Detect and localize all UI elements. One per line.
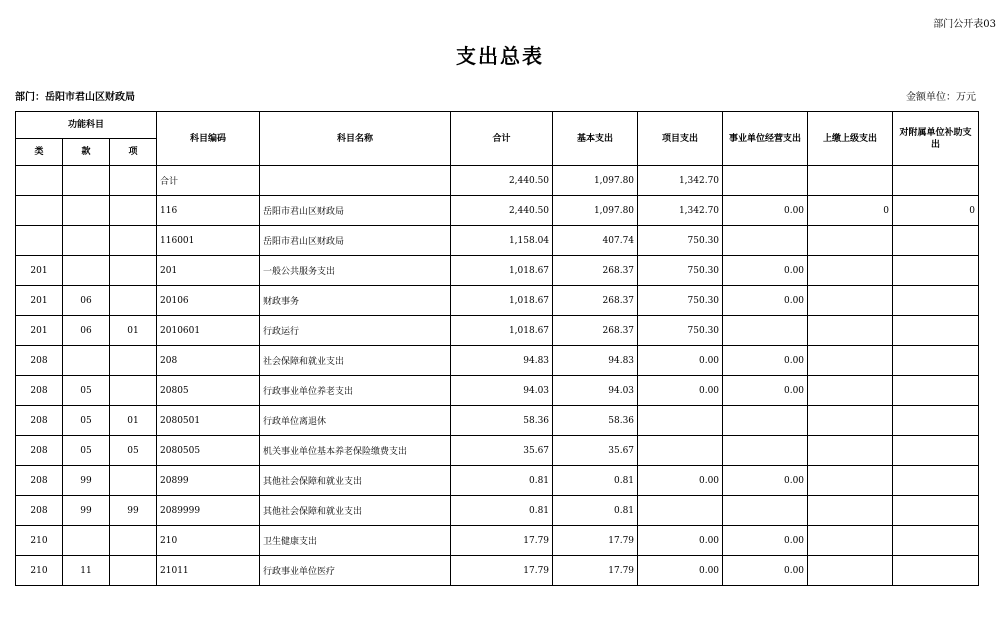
cell-project-expense xyxy=(638,496,723,526)
header-affiliate-subsidy: 对附属单位补助支出 xyxy=(893,112,979,166)
cell-business-expense: 0.00 xyxy=(723,196,808,226)
cell-xiang xyxy=(110,376,157,406)
cell-total: 58.36 xyxy=(451,406,553,436)
cell-subject-code: 2080505 xyxy=(157,436,260,466)
cell-business-expense: 0.00 xyxy=(723,346,808,376)
cell-total: 1,018.67 xyxy=(451,256,553,286)
cell-business-expense: 0.00 xyxy=(723,286,808,316)
header-business-expense: 事业单位经营支出 xyxy=(723,112,808,166)
cell-business-expense: 0.00 xyxy=(723,556,808,586)
cell-total: 17.79 xyxy=(451,526,553,556)
cell-project-expense: 0.00 xyxy=(638,526,723,556)
cell-upper-remit xyxy=(808,256,893,286)
cell-upper-remit xyxy=(808,526,893,556)
cell-lei: 210 xyxy=(16,556,63,586)
cell-lei xyxy=(16,166,63,196)
cell-kuan: 05 xyxy=(63,376,110,406)
cell-lei: 208 xyxy=(16,346,63,376)
cell-subject-code: 116001 xyxy=(157,226,260,256)
cell-basic-expense: 17.79 xyxy=(553,526,638,556)
cell-subject-code: 201 xyxy=(157,256,260,286)
cell-business-expense: 0.00 xyxy=(723,466,808,496)
cell-lei: 201 xyxy=(16,256,63,286)
cell-business-expense xyxy=(723,496,808,526)
header-basic-expense: 基本支出 xyxy=(553,112,638,166)
department-label: 部门：岳阳市君山区财政局 xyxy=(15,92,135,103)
cell-xiang xyxy=(110,286,157,316)
cell-subject-name: 卫生健康支出 xyxy=(260,526,451,556)
cell-project-expense: 750.30 xyxy=(638,226,723,256)
cell-business-expense xyxy=(723,406,808,436)
cell-kuan: 99 xyxy=(63,496,110,526)
cell-basic-expense: 268.37 xyxy=(553,316,638,346)
cell-subject-name: 行政运行 xyxy=(260,316,451,346)
cell-basic-expense: 0.81 xyxy=(553,466,638,496)
cell-basic-expense: 35.67 xyxy=(553,436,638,466)
table-body xyxy=(16,166,979,586)
table-row xyxy=(16,376,979,406)
cell-total: 1,018.67 xyxy=(451,316,553,346)
cell-upper-remit xyxy=(808,466,893,496)
cell-subject-code: 2010601 xyxy=(157,316,260,346)
cell-total: 2,440.50 xyxy=(451,166,553,196)
cell-xiang: 05 xyxy=(110,436,157,466)
cell-affiliate-subsidy xyxy=(893,166,979,196)
cell-subject-name: 岳阳市君山区财政局 xyxy=(260,196,451,226)
cell-project-expense: 750.30 xyxy=(638,316,723,346)
cell-subject-code: 210 xyxy=(157,526,260,556)
cell-kuan xyxy=(63,166,110,196)
cell-kuan: 06 xyxy=(63,286,110,316)
cell-upper-remit xyxy=(808,346,893,376)
cell-basic-expense: 268.37 xyxy=(553,256,638,286)
cell-xiang: 01 xyxy=(110,316,157,346)
cell-basic-expense: 0.81 xyxy=(553,496,638,526)
cell-subject-name: 其他社会保障和就业支出 xyxy=(260,496,451,526)
header-function-subject: 功能科目 xyxy=(16,112,157,139)
cell-subject-code: 208 xyxy=(157,346,260,376)
table-row xyxy=(16,526,979,556)
cell-subject-name: 机关事业单位基本养老保险缴费支出 xyxy=(260,436,451,466)
cell-upper-remit xyxy=(808,496,893,526)
cell-lei: 210 xyxy=(16,526,63,556)
header-lei: 类 xyxy=(16,139,63,166)
cell-subject-code: 20805 xyxy=(157,376,260,406)
cell-affiliate-subsidy xyxy=(893,556,979,586)
cell-basic-expense: 1,097.80 xyxy=(553,196,638,226)
cell-basic-expense: 1,097.80 xyxy=(553,166,638,196)
cell-kuan xyxy=(63,196,110,226)
cell-xiang xyxy=(110,226,157,256)
table-row xyxy=(16,556,979,586)
cell-project-expense: 0.00 xyxy=(638,346,723,376)
cell-subject-name: 行政事业单位医疗 xyxy=(260,556,451,586)
cell-subject-code: 20106 xyxy=(157,286,260,316)
cell-affiliate-subsidy xyxy=(893,496,979,526)
cell-kuan: 05 xyxy=(63,406,110,436)
cell-business-expense xyxy=(723,166,808,196)
cell-project-expense: 750.30 xyxy=(638,286,723,316)
cell-subject-code: 20899 xyxy=(157,466,260,496)
cell-affiliate-subsidy xyxy=(893,286,979,316)
cell-kuan: 11 xyxy=(63,556,110,586)
cell-basic-expense: 268.37 xyxy=(553,286,638,316)
cell-lei xyxy=(16,196,63,226)
cell-affiliate-subsidy xyxy=(893,226,979,256)
table-row xyxy=(16,226,979,256)
cell-affiliate-subsidy xyxy=(893,346,979,376)
cell-xiang xyxy=(110,346,157,376)
table-row xyxy=(16,316,979,346)
cell-kuan: 99 xyxy=(63,466,110,496)
cell-project-expense: 750.30 xyxy=(638,256,723,286)
cell-subject-code: 2089999 xyxy=(157,496,260,526)
cell-basic-expense: 94.03 xyxy=(553,376,638,406)
form-code: 部门公开表03 xyxy=(933,19,996,30)
cell-total: 0.81 xyxy=(451,496,553,526)
header-subject-name: 科目名称 xyxy=(260,112,451,166)
cell-total: 1,018.67 xyxy=(451,286,553,316)
cell-lei: 201 xyxy=(16,286,63,316)
cell-kuan xyxy=(63,346,110,376)
table-row xyxy=(16,436,979,466)
cell-xiang xyxy=(110,556,157,586)
cell-xiang: 01 xyxy=(110,406,157,436)
cell-total: 35.67 xyxy=(451,436,553,466)
cell-kuan: 05 xyxy=(63,436,110,466)
cell-xiang xyxy=(110,466,157,496)
cell-subject-name: 行政单位离退休 xyxy=(260,406,451,436)
cell-basic-expense: 58.36 xyxy=(553,406,638,436)
cell-upper-remit xyxy=(808,436,893,466)
table-row xyxy=(16,196,979,226)
cell-subject-name xyxy=(260,166,451,196)
cell-subject-name: 社会保障和就业支出 xyxy=(260,346,451,376)
table-row xyxy=(16,346,979,376)
cell-kuan xyxy=(63,256,110,286)
page-title: 支出总表 xyxy=(456,44,544,68)
cell-project-expense: 0.00 xyxy=(638,466,723,496)
cell-subject-code: 2080501 xyxy=(157,406,260,436)
cell-xiang xyxy=(110,526,157,556)
cell-total: 1,158.04 xyxy=(451,226,553,256)
cell-business-expense: 0.00 xyxy=(723,526,808,556)
header-kuan: 款 xyxy=(63,139,110,166)
header-xiang: 项 xyxy=(110,139,157,166)
cell-xiang xyxy=(110,256,157,286)
table-row xyxy=(16,496,979,526)
cell-subject-code: 合计 xyxy=(157,166,260,196)
header-subject-code: 科目编码 xyxy=(157,112,260,166)
cell-project-expense: 0.00 xyxy=(638,556,723,586)
cell-upper-remit xyxy=(808,286,893,316)
cell-affiliate-subsidy xyxy=(893,526,979,556)
cell-affiliate-subsidy xyxy=(893,316,979,346)
table-row xyxy=(16,256,979,286)
cell-business-expense: 0.00 xyxy=(723,256,808,286)
cell-upper-remit xyxy=(808,406,893,436)
cell-upper-remit xyxy=(808,166,893,196)
table-row xyxy=(16,286,979,316)
table-row xyxy=(16,406,979,436)
cell-business-expense xyxy=(723,226,808,256)
cell-project-expense xyxy=(638,436,723,466)
cell-xiang xyxy=(110,196,157,226)
cell-total: 94.03 xyxy=(451,376,553,406)
cell-lei: 201 xyxy=(16,316,63,346)
cell-project-expense: 0.00 xyxy=(638,376,723,406)
cell-kuan xyxy=(63,226,110,256)
header-total: 合计 xyxy=(451,112,553,166)
cell-subject-name: 其他社会保障和就业支出 xyxy=(260,466,451,496)
cell-project-expense: 1,342.70 xyxy=(638,166,723,196)
cell-affiliate-subsidy: 0 xyxy=(893,196,979,226)
cell-affiliate-subsidy xyxy=(893,466,979,496)
cell-lei: 208 xyxy=(16,436,63,466)
cell-affiliate-subsidy xyxy=(893,406,979,436)
cell-upper-remit xyxy=(808,556,893,586)
cell-project-expense xyxy=(638,406,723,436)
cell-subject-code: 116 xyxy=(157,196,260,226)
cell-business-expense xyxy=(723,316,808,346)
cell-total: 94.83 xyxy=(451,346,553,376)
cell-xiang xyxy=(110,166,157,196)
cell-subject-name: 一般公共服务支出 xyxy=(260,256,451,286)
cell-lei xyxy=(16,226,63,256)
cell-basic-expense: 17.79 xyxy=(553,556,638,586)
cell-business-expense: 0.00 xyxy=(723,376,808,406)
cell-total: 0.81 xyxy=(451,466,553,496)
cell-business-expense xyxy=(723,436,808,466)
cell-kuan: 06 xyxy=(63,316,110,346)
cell-subject-name: 财政事务 xyxy=(260,286,451,316)
cell-affiliate-subsidy xyxy=(893,256,979,286)
cell-basic-expense: 94.83 xyxy=(553,346,638,376)
cell-lei: 208 xyxy=(16,376,63,406)
cell-subject-code: 21011 xyxy=(157,556,260,586)
cell-affiliate-subsidy xyxy=(893,376,979,406)
cell-total: 2,440.50 xyxy=(451,196,553,226)
cell-lei: 208 xyxy=(16,406,63,436)
table-row xyxy=(16,466,979,496)
expenditure-table xyxy=(15,111,979,586)
cell-upper-remit xyxy=(808,376,893,406)
cell-upper-remit xyxy=(808,226,893,256)
cell-lei: 208 xyxy=(16,466,63,496)
cell-project-expense: 1,342.70 xyxy=(638,196,723,226)
header-upper-remit: 上缴上级支出 xyxy=(808,112,893,166)
cell-kuan xyxy=(63,526,110,556)
cell-subject-name: 岳阳市君山区财政局 xyxy=(260,226,451,256)
header-project-expense: 项目支出 xyxy=(638,112,723,166)
table-row xyxy=(16,166,979,196)
cell-xiang: 99 xyxy=(110,496,157,526)
cell-basic-expense: 407.74 xyxy=(553,226,638,256)
cell-total: 17.79 xyxy=(451,556,553,586)
cell-affiliate-subsidy xyxy=(893,436,979,466)
amount-unit-label: 金额单位：万元 xyxy=(906,92,976,103)
cell-lei: 208 xyxy=(16,496,63,526)
cell-subject-name: 行政事业单位养老支出 xyxy=(260,376,451,406)
cell-upper-remit xyxy=(808,316,893,346)
cell-upper-remit: 0 xyxy=(808,196,893,226)
